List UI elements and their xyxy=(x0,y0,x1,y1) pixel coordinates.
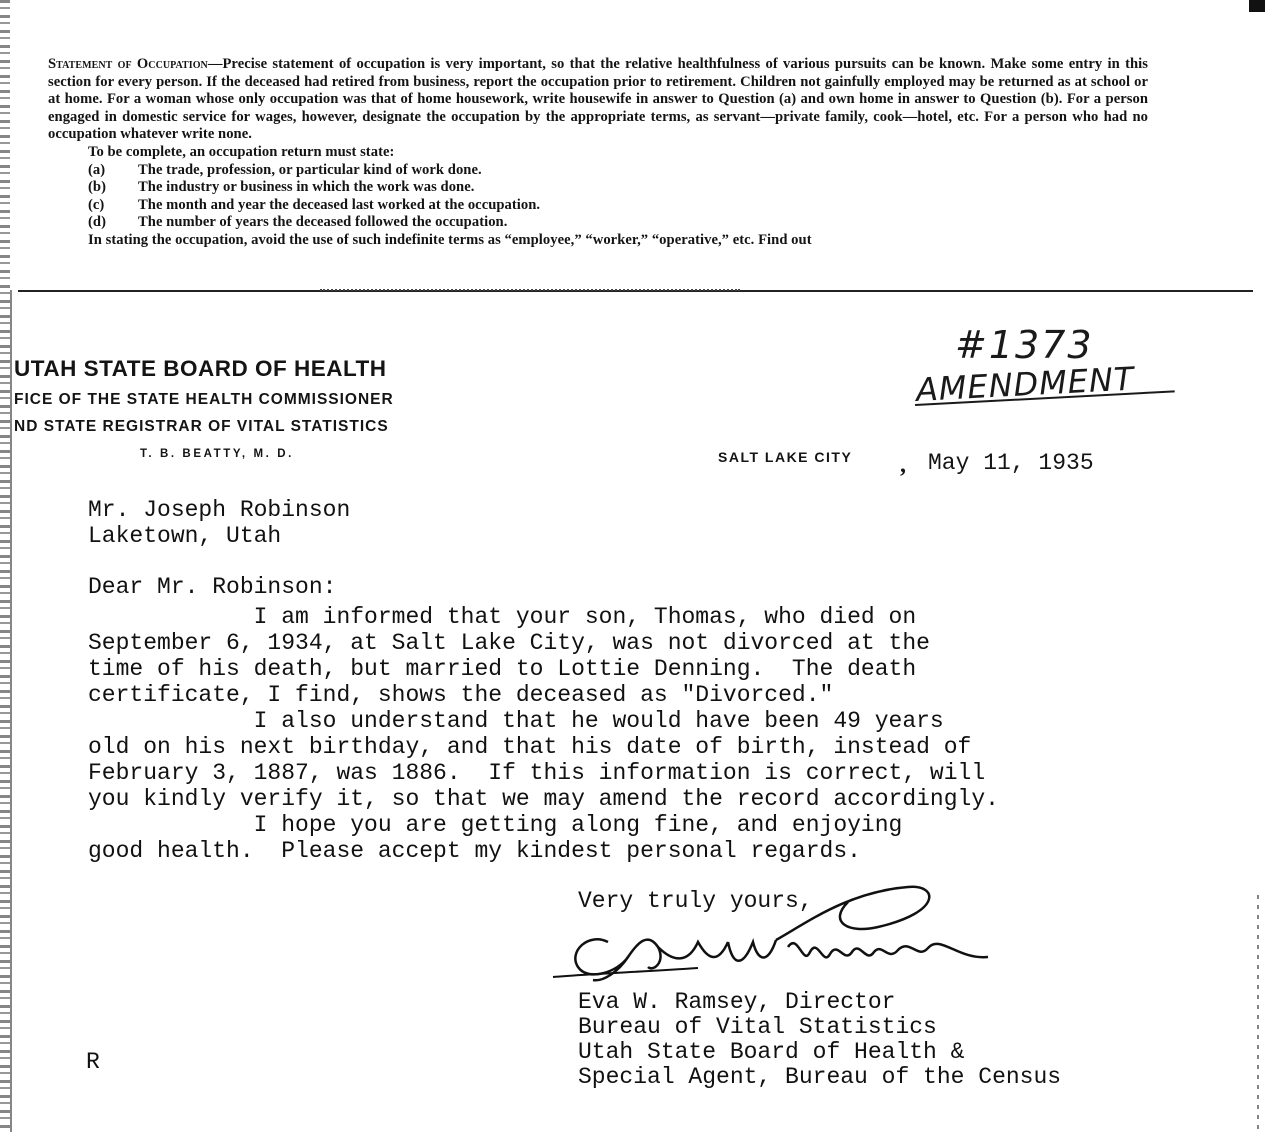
city-comma: , xyxy=(900,452,906,478)
instructions-item: (d) The number of years the deceased followed the occupation. xyxy=(88,214,508,231)
letter-body: I am informed that your son, Thomas, who died on September 6, 1934, at Salt Lake City, was not divorced at the time of his death, but married to Lottie Denning. The death certificate, I find, shows the deceased as "Divorced." I also understand that he would have been 49 years old on his next birthday, and that his date of birth, instead of February 3, 1887, was 1886. If this information is correct, will you kindly verify it, so that we may amend the record accordingly. I hope you are getting along fine, and enjoying good health. Please accept my kindest personal regards. xyxy=(88,604,999,864)
instructions-item: (b) The industry or business in which the work was done. xyxy=(88,179,475,196)
instructions-item: (c) The month and year the deceased last worked at the occupation. xyxy=(88,196,541,213)
handwritten-amendment-label: AMENDMENT xyxy=(915,359,1136,409)
letterhead-officer: T. B. BEATTY, M. D. xyxy=(140,448,294,460)
letter-salutation: Dear Mr. Robinson: xyxy=(88,574,337,600)
scan-corner-mark xyxy=(1249,0,1265,12)
instructions-paragraph xyxy=(48,56,1148,144)
letterhead-office: FICE OF THE STATE HEALTH COMMISSIONER xyxy=(14,391,394,408)
recipient-address: Mr. Joseph Robinson Laketown, Utah xyxy=(88,497,351,549)
letter-date: May 11, 1935 xyxy=(928,450,1094,476)
instructions-list xyxy=(48,162,1148,232)
signature-block: Eva W. Ramsey, Director Bureau of Vital Statistics Utah State Board of Health & Special Agent, Bureau of the Census xyxy=(578,989,1062,1090)
typist-initial: R xyxy=(86,1049,100,1075)
instructions-text: —Precise statement of occupation is very important, so that the relative healthfulness of various pursuits can be known. Make some entry in this section for every person. If the deceased had retired from business, report the occupation prior to retirement. Children not gainfully employed may be returned as at school or at home. For a woman whose only occupation was that of home housework, write housewife in answer to Question (a) and own home in answer to Question (b). For a person engaged in domestic service for wages, however, designate the occupation by the appropriate terms, as servant—private family, cook—hotel, etc. For a person who had no occupation whatever write none. xyxy=(48,56,1148,143)
paper-fold-dots xyxy=(320,289,740,291)
letterhead-title: UTAH STATE BOARD OF HEALTH xyxy=(14,356,387,381)
scan-edge-left xyxy=(0,0,10,1132)
scan-edge-right xyxy=(1257,895,1259,1132)
instructions-last-line: In stating the occupation, avoid the use of such indefinite terms as “employee,” “worker,” “operative,” etc. Find out xyxy=(88,231,812,248)
instructions-item: (a) The trade, profession, or particular kind of work done. xyxy=(88,161,482,178)
handwritten-signature xyxy=(548,872,998,1002)
letterhead-registrar: ND STATE REGISTRAR OF VITAL STATISTICS xyxy=(14,418,389,435)
handwritten-record-number: #1373 xyxy=(955,323,1094,367)
occupation-instructions xyxy=(48,56,1148,250)
letter-city: SALT LAKE CITY xyxy=(718,449,853,465)
instructions-heading: Statement of Occupation xyxy=(48,56,208,72)
scan-edge-line xyxy=(10,290,12,1132)
letter-closing: Very truly yours, xyxy=(578,888,813,914)
instructions-complete-intro: To be complete, an occupation return must state: xyxy=(88,143,395,160)
